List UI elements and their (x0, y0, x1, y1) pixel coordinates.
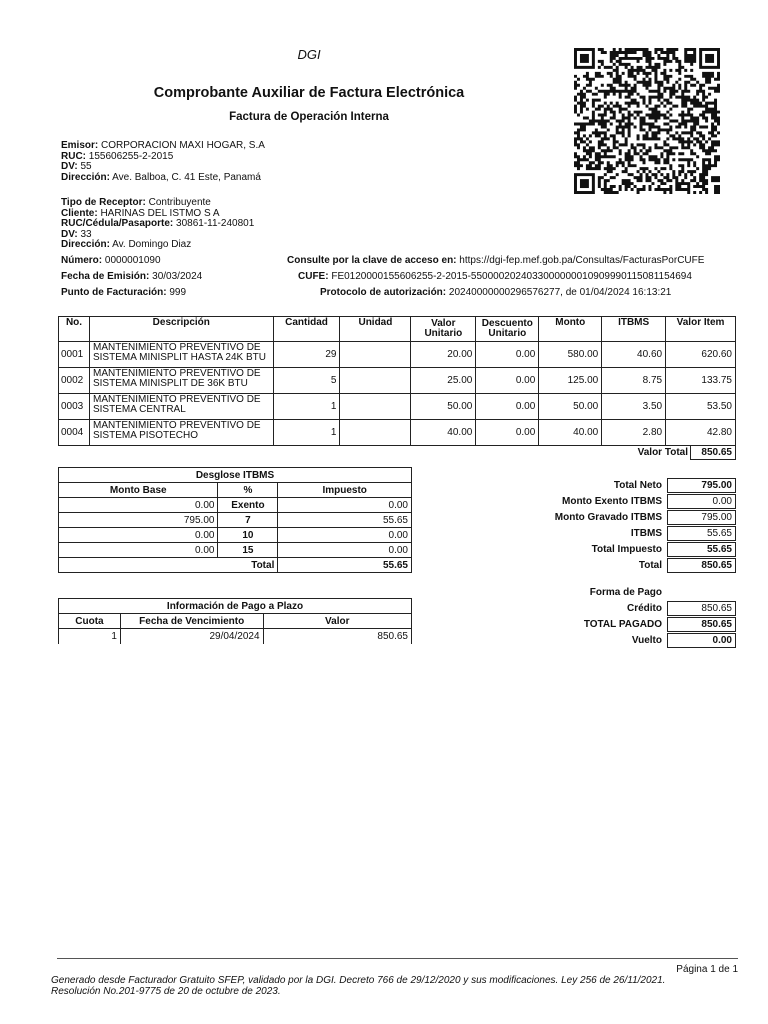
item-valor-unitario: 40.00 (411, 420, 476, 446)
receptor-dir-label: Dirección: (61, 239, 110, 250)
item-valor-item: 42.80 (666, 420, 736, 446)
receptor-dv-value: 33 (80, 228, 92, 240)
item-valor-item: 620.60 (666, 342, 736, 368)
col-unidad: Unidad (340, 317, 411, 342)
desglose-impuesto: 0.00 (278, 543, 412, 558)
forma-pago-label: Forma de Pago (589, 587, 662, 598)
pago-col-cuota: Cuota (59, 614, 121, 629)
pago-cuota: 1 (59, 629, 121, 644)
footer-line-1: Generado desde Facturador Gratuito SFEP, validado por la DGI. Decreto 766 de 29/12/2020 y sus modificaciones. Ley 256 de 26/11/2021. (51, 975, 666, 986)
item-descuento: 0.00 (476, 394, 539, 420)
item-unidad (340, 342, 411, 368)
protocolo-row (320, 287, 671, 298)
emisor-dv-label: DV: (61, 161, 78, 172)
numero-row (61, 255, 161, 266)
item-itbms: 2.80 (602, 420, 666, 446)
receptor-ruc-value: 30861-11-240801 (176, 218, 255, 229)
pago-plazo-title: Información de Pago a Plazo (59, 599, 412, 614)
numero-value: 0000001090 (104, 255, 161, 266)
item-desc: MANTENIMIENTO PREVENTIVO DE SISTEMA MINISPLIT HASTA 24K BTU (89, 342, 273, 368)
totales-label: Monto Exento ITBMS (562, 496, 662, 507)
emisor-dv-value: 55 (80, 161, 92, 172)
col-descripcion: Descripción (89, 317, 273, 342)
item-desc: MANTENIMIENTO PREVENTIVO DE SISTEMA CENTRAL (89, 394, 273, 420)
item-valor-unitario: 50.00 (411, 394, 476, 420)
receptor-block (61, 198, 254, 251)
item-desc: MANTENIMIENTO PREVENTIVO DE SISTEMA PISOTECHO (89, 420, 273, 446)
item-cantidad: 5 (273, 368, 340, 394)
items-header-row (59, 317, 736, 342)
pago-fecha: 29/04/2024 (120, 629, 263, 644)
pago-col-fecha: Fecha de Vencimiento (120, 614, 263, 629)
item-desc: MANTENIMIENTO PREVENTIVO DE SISTEMA MINISPLIT DE 36K BTU (89, 368, 273, 394)
desglose-pct: 7 (218, 513, 278, 528)
receptor-tipo-label: Tipo de Receptor: (61, 197, 146, 208)
item-descuento: 0.00 (476, 368, 539, 394)
footer-line-2: Resolución No.201-9775 de 20 de octubre de 2023. (51, 985, 281, 997)
table-row (59, 528, 412, 543)
consulte-row (287, 255, 704, 266)
col-monto: Monto (539, 317, 602, 342)
consulte-label: Consulte por la clave de acceso en: (287, 255, 457, 266)
desglose-total-label: Total (59, 558, 278, 573)
qr-code-icon (574, 48, 720, 194)
item-unidad (340, 420, 411, 446)
item-no: 0001 (59, 342, 90, 368)
fecha-label: Fecha de Emisión: (61, 271, 150, 282)
table-row (59, 543, 412, 558)
item-descuento: 0.00 (476, 342, 539, 368)
punto-value: 999 (169, 287, 187, 298)
cufe-value: FE0120000155606255-2-2015-5500002024033000000010909990115081154694 (331, 271, 692, 282)
table-row (59, 629, 412, 644)
protocolo-label: Protocolo de autorización: (320, 287, 447, 298)
cufe-row (298, 271, 692, 282)
dgi-label: DGI (297, 47, 321, 62)
col-valor-unitario: Valor Unitario (411, 317, 476, 342)
numero-label: Número: (61, 255, 103, 266)
receptor-tipo-value: Contribuyente (148, 197, 211, 208)
col-valor-item: Valor Item (666, 317, 736, 342)
valor-total-value: 850.65 (690, 445, 736, 460)
item-cantidad: 1 (273, 420, 340, 446)
vuelto-value: 0.00 (667, 633, 736, 648)
items-table (58, 316, 736, 446)
emisor-dir-label: Dirección: (61, 171, 110, 183)
totales-label: Total Impuesto (591, 544, 662, 555)
desglose-base: 795.00 (59, 513, 218, 528)
table-row (59, 420, 736, 446)
receptor-ruc-label: RUC/Cédula/Pasaporte: (61, 218, 174, 229)
cufe-label: CUFE: (298, 271, 329, 282)
protocolo-value: 20240000000296576277, de 01/04/2024 16:13:21 (448, 287, 672, 298)
item-itbms: 40.60 (602, 342, 666, 368)
totales-value: 850.65 (667, 558, 736, 573)
vuelto-label: Vuelto (631, 635, 662, 646)
desglose-base: 0.00 (59, 498, 218, 513)
table-row (59, 394, 736, 420)
item-unidad (340, 394, 411, 420)
emisor-block (61, 141, 265, 183)
item-cantidad: 1 (273, 394, 340, 420)
desglose-col-base: Monto Base (59, 483, 218, 498)
emisor-label: Emisor: (61, 140, 99, 151)
totales-value: 795.00 (667, 478, 736, 493)
totales-value: 55.65 (667, 542, 736, 557)
totales-label: Total (638, 560, 662, 571)
item-itbms: 3.50 (602, 394, 666, 420)
emisor-value: CORPORACION MAXI HOGAR, S.A (101, 140, 265, 151)
desglose-itbms-table (58, 467, 412, 573)
document-title: Comprobante Auxiliar de Factura Electrónica (153, 85, 465, 101)
fecha-value: 30/03/2024 (152, 271, 203, 282)
receptor-cliente-value: HARINAS DEL ISTMO S A (100, 207, 220, 219)
desglose-col-pct: % (218, 483, 278, 498)
item-monto: 125.00 (539, 368, 602, 394)
col-no: No. (59, 317, 90, 342)
credito-label: Crédito (627, 603, 662, 614)
page-number: Página 1 de 1 (676, 964, 738, 975)
total-pagado-value: 850.65 (667, 617, 736, 632)
item-unidad (340, 368, 411, 394)
emisor-dir-value: Ave. Balboa, C. 41 Este, Panamá (112, 171, 261, 183)
desglose-col-impuesto: Impuesto (278, 483, 412, 498)
item-valor-item: 53.50 (666, 394, 736, 420)
item-no: 0002 (59, 368, 90, 394)
col-itbms: ITBMS (602, 317, 666, 342)
receptor-cliente-label: Cliente: (61, 207, 98, 219)
col-cantidad: Cantidad (273, 317, 340, 342)
desglose-pct: 15 (218, 543, 278, 558)
item-monto: 50.00 (539, 394, 602, 420)
footer-note (51, 976, 751, 997)
desglose-pct: Exento (218, 498, 278, 513)
col-descuento-unitario: Descuento Unitario (476, 317, 539, 342)
table-row (59, 498, 412, 513)
desglose-impuesto: 0.00 (278, 498, 412, 513)
desglose-title: Desglose ITBMS (59, 468, 412, 483)
credito-value: 850.65 (667, 601, 736, 616)
item-valor-item: 133.75 (666, 368, 736, 394)
total-pagado-label: TOTAL PAGADO (583, 619, 662, 630)
emisor-ruc-label: RUC: (61, 150, 86, 162)
pago-valor: 850.65 (263, 629, 411, 644)
punto-label: Punto de Facturación: (61, 287, 167, 298)
desglose-impuesto: 55.65 (278, 513, 412, 528)
consulte-url[interactable]: https://dgi-fep.mef.gob.pa/Consultas/FacturasPorCUFE (459, 255, 705, 266)
totales-label: Total Neto (613, 480, 662, 491)
item-itbms: 8.75 (602, 368, 666, 394)
table-row (59, 513, 412, 528)
totales-label: ITBMS (630, 528, 662, 539)
desglose-total-row (59, 558, 412, 573)
desglose-total-value: 55.65 (278, 558, 412, 573)
valor-total-label: Valor Total (637, 447, 688, 458)
item-descuento: 0.00 (476, 420, 539, 446)
item-valor-unitario: 20.00 (411, 342, 476, 368)
table-row (59, 368, 736, 394)
item-valor-unitario: 25.00 (411, 368, 476, 394)
emisor-ruc-value: 155606255-2-2015 (88, 150, 174, 162)
item-cantidad: 29 (273, 342, 340, 368)
footer-divider (57, 958, 738, 959)
pago-plazo-table (58, 598, 412, 644)
punto-row (61, 287, 186, 298)
desglose-pct: 10 (218, 528, 278, 543)
pago-col-valor: Valor (263, 614, 411, 629)
desglose-impuesto: 0.00 (278, 528, 412, 543)
desglose-base: 0.00 (59, 528, 218, 543)
totales-label: Monto Gravado ITBMS (554, 512, 662, 523)
receptor-dv-label: DV: (61, 228, 78, 240)
totales-value: 55.65 (667, 526, 736, 541)
desglose-base: 0.00 (59, 543, 218, 558)
fecha-row (61, 271, 202, 282)
document-subtitle: Factura de Operación Interna (229, 111, 389, 123)
item-monto: 580.00 (539, 342, 602, 368)
totales-value: 0.00 (667, 494, 736, 509)
receptor-dir-value: Av. Domingo Diaz (112, 239, 192, 250)
totales-value: 795.00 (667, 510, 736, 525)
item-no: 0003 (59, 394, 90, 420)
item-no: 0004 (59, 420, 90, 446)
table-row (59, 342, 736, 368)
item-monto: 40.00 (539, 420, 602, 446)
